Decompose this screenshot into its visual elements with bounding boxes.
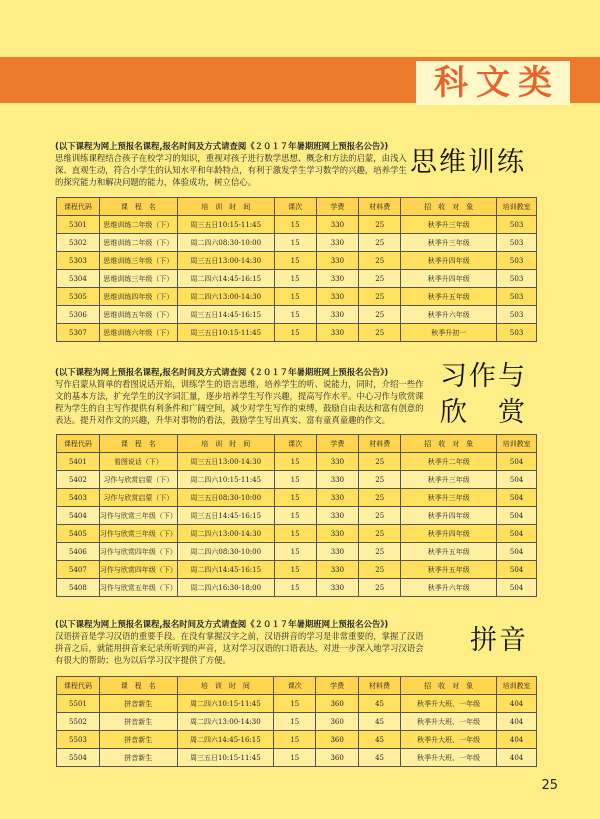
table-cell: 周二四六16:30-18:00 — [177, 579, 274, 597]
table-cell: 秋季升三年级 — [401, 489, 497, 507]
table-cell: 周三五日13:00-14:30 — [177, 252, 274, 270]
table-cell: 504 — [497, 507, 537, 525]
table-cell: 504 — [497, 579, 537, 597]
table-cell: 330 — [316, 252, 359, 270]
table-row — [57, 288, 537, 306]
table-row — [57, 507, 537, 525]
table-cell: 15 — [274, 507, 316, 525]
table-cell: 360 — [316, 713, 359, 731]
table-cell: 15 — [274, 306, 316, 324]
table-cell: 503 — [497, 288, 537, 306]
table-cell: 15 — [274, 324, 316, 342]
table-cell: 5402 — [57, 471, 100, 489]
table-row — [57, 695, 537, 713]
table-cell: 周二四六14:45-16:15 — [177, 731, 274, 749]
table-cell: 5307 — [57, 324, 100, 342]
table-cell: 习作与欣赏五年级（下） — [99, 579, 177, 597]
table-cell: 330 — [316, 525, 359, 543]
table-cell: 周二四六14:45-16:15 — [177, 270, 274, 288]
table-cell: 45 — [358, 713, 400, 731]
notice-text: (以下课程为网上预报名课程,报名时间及方式请查阅《２０１７年暑期班网上预报名公告》) — [55, 141, 389, 151]
table-cell: 5405 — [57, 525, 100, 543]
column-header: 课程代码 — [57, 677, 100, 695]
table-cell: 25 — [359, 543, 401, 561]
table-cell: 330 — [316, 234, 359, 252]
section-intro-writing — [55, 366, 425, 426]
table-cell: 习作与欣赏三年级（下） — [99, 507, 177, 525]
table-cell: 15 — [274, 288, 316, 306]
table-cell: 周三五日08:30-10:00 — [177, 489, 274, 507]
table-cell: 秋季升四年级 — [401, 507, 497, 525]
table-row — [57, 306, 537, 324]
table-cell: 25 — [359, 525, 401, 543]
table-cell: 404 — [497, 749, 537, 767]
table-cell: 拼音新生 — [99, 695, 177, 713]
table-cell: 5302 — [57, 234, 100, 252]
table-row — [57, 471, 537, 489]
column-header: 学费 — [316, 435, 359, 453]
table-row — [57, 324, 537, 342]
column-header: 培训教室 — [497, 677, 537, 695]
column-header: 课程代码 — [57, 435, 100, 453]
table-cell: 25 — [359, 288, 401, 306]
table-cell: 503 — [497, 216, 537, 234]
table-cell: 330 — [316, 507, 359, 525]
table-cell: 思维训练三年级（下） — [99, 252, 177, 270]
column-header: 培 训 时 间 — [177, 677, 274, 695]
table-cell: 秋季升大班、一年级 — [401, 749, 497, 767]
table-cell: 5303 — [57, 252, 100, 270]
table-cell: 5403 — [57, 489, 100, 507]
table-cell: 周二四六13:00-14:30 — [177, 525, 274, 543]
table-cell: 周二四六08:30-10:00 — [177, 234, 274, 252]
table-cell: 25 — [359, 489, 401, 507]
table-cell: 330 — [316, 579, 359, 597]
table-cell: 25 — [359, 216, 401, 234]
table-cell: 5404 — [57, 507, 100, 525]
table-cell: 330 — [316, 288, 359, 306]
column-header: 课 程 名 — [99, 198, 177, 216]
column-header: 培 训 时 间 — [177, 198, 274, 216]
table-cell: 秋季升二年级 — [401, 453, 497, 471]
table-row — [57, 543, 537, 561]
table-cell: 15 — [274, 252, 316, 270]
table-cell: 330 — [316, 453, 359, 471]
column-header: 招 收 对 象 — [401, 435, 497, 453]
column-header: 课 程 名 — [99, 677, 177, 695]
course-table-writing — [56, 434, 537, 597]
table-cell: 秋季升三年级 — [401, 234, 497, 252]
table-cell: 330 — [316, 270, 359, 288]
table-cell: 25 — [359, 507, 401, 525]
table-cell: 45 — [358, 731, 400, 749]
table-cell: 25 — [359, 579, 401, 597]
table-cell: 15 — [274, 216, 316, 234]
table-cell: 周二四六14:45-16:15 — [177, 561, 274, 579]
table-cell: 拼音新生 — [99, 731, 177, 749]
table-cell: 周三五日14:45-16:15 — [177, 507, 274, 525]
course-table-thinking — [56, 197, 537, 342]
section-title-writing-line1: 习作与 — [440, 361, 527, 392]
column-header: 课程代码 — [57, 198, 100, 216]
table-cell: 15 — [274, 579, 316, 597]
table-cell: 15 — [274, 453, 316, 471]
table-cell: 330 — [316, 489, 359, 507]
table-cell: 秋季升四年级 — [401, 252, 497, 270]
section-intro-thinking — [55, 140, 410, 188]
table-cell: 15 — [274, 489, 316, 507]
table-cell: 15 — [274, 471, 316, 489]
table-cell: 404 — [497, 713, 537, 731]
column-header: 招 收 对 象 — [401, 677, 497, 695]
table-cell: 周三五日14:45-16:15 — [177, 306, 274, 324]
table-row — [57, 489, 537, 507]
table-cell: 思维训练三年级（下） — [99, 270, 177, 288]
column-header: 材料费 — [359, 198, 401, 216]
table-cell: 360 — [316, 749, 359, 767]
table-row — [57, 713, 537, 731]
table-cell: 秋季升六年级 — [401, 579, 497, 597]
notice-text: (以下课程为网上预报名课程,报名时间及方式请查阅《２０１７年暑期班网上预报名公告》) — [55, 367, 389, 377]
table-cell: 周三五日10:15-11:45 — [177, 324, 274, 342]
description-text: 思维训练课程结合孩子在校学习的知识，重视对孩子进行数学思想、概念和方法的启蒙，由浅入深、直观生动，符合小学生的认知水平和年龄特点，有利于激发学生学习数学的兴趣，培养学生的探究能力和解决问题的能力，体验成功，树立信心。 — [55, 153, 407, 187]
table-cell: 秋季升五年级 — [401, 288, 497, 306]
table-cell: 15 — [274, 713, 316, 731]
section-title-pinyin: 拼音 — [470, 625, 528, 656]
description-text: 写作启蒙从简单的看图说话开始，训练学生的语言思维，培养学生的听、说能力，同时，介绍一些作文的基本方法，扩充学生的汉字词汇量，逐步培养学生写作兴趣，提高写作水平。中心习作与欣赏课程为学生的自主写作提供有利条件和广阔空间，减少对学生写作的束缚，鼓励自由表达和富有创意的表达。提升对作文的兴趣，升华对事物的看法，鼓励学生写出真实、富有童真童趣的作文。 — [55, 379, 424, 425]
table-cell: 周三五日13:00-14:30 — [177, 453, 274, 471]
table-cell: 5408 — [57, 579, 100, 597]
column-header: 招 收 对 象 — [401, 198, 497, 216]
table-cell: 周二四六08:30-10:00 — [177, 543, 274, 561]
table-cell: 秋季升四年级 — [401, 525, 497, 543]
table-cell: 秋季升四年级 — [401, 270, 497, 288]
table-cell: 5502 — [57, 713, 100, 731]
table-cell: 习作与欣赏启蒙（下） — [99, 471, 177, 489]
section-title-thinking: 思维训练 — [410, 147, 526, 178]
notice-text: (以下课程为网上预报名课程,报名时间及方式请查阅《２０１７年暑期班网上预报名公告》) — [55, 619, 389, 629]
table-row — [57, 731, 537, 749]
table-cell: 思维训练二年级（下） — [99, 234, 177, 252]
table-row — [57, 252, 537, 270]
table-cell: 秋季升三年级 — [401, 471, 497, 489]
column-header: 课次 — [274, 677, 316, 695]
table-cell: 330 — [316, 471, 359, 489]
table-row — [57, 453, 537, 471]
table-cell: 360 — [316, 731, 359, 749]
table-cell: 拼音新生 — [99, 713, 177, 731]
table-cell: 秋季升大班、一年级 — [401, 731, 497, 749]
table-cell: 404 — [497, 695, 537, 713]
table-cell: 看图说话（下） — [99, 453, 177, 471]
table-cell: 周三五日10:15-11:45 — [177, 216, 274, 234]
table-cell: 504 — [497, 489, 537, 507]
table-cell: 504 — [497, 561, 537, 579]
table-row — [57, 234, 537, 252]
table-cell: 330 — [316, 216, 359, 234]
table-cell: 15 — [274, 561, 316, 579]
table-cell: 15 — [274, 731, 316, 749]
table-row — [57, 579, 537, 597]
table-cell: 503 — [497, 270, 537, 288]
column-header: 材料费 — [359, 435, 401, 453]
table-cell: 习作与欣赏三年级（下） — [99, 525, 177, 543]
table-cell: 25 — [359, 471, 401, 489]
column-header: 课次 — [274, 435, 316, 453]
table-cell: 5306 — [57, 306, 100, 324]
page-number: 25 — [541, 778, 558, 793]
table-cell: 5407 — [57, 561, 100, 579]
table-cell: 330 — [316, 306, 359, 324]
table-cell: 25 — [359, 234, 401, 252]
table-cell: 25 — [359, 252, 401, 270]
table-cell: 5304 — [57, 270, 100, 288]
table-cell: 秋季升五年级 — [401, 543, 497, 561]
table-cell: 5406 — [57, 543, 100, 561]
table-cell: 330 — [316, 543, 359, 561]
table-cell: 503 — [497, 306, 537, 324]
table-cell: 秋季升三年级 — [401, 216, 497, 234]
table-cell: 45 — [358, 749, 400, 767]
table-cell: 25 — [359, 453, 401, 471]
table-cell: 15 — [274, 270, 316, 288]
table-cell: 25 — [359, 324, 401, 342]
table-cell: 习作与欣赏四年级（下） — [99, 561, 177, 579]
column-header: 培训教室 — [497, 435, 537, 453]
table-cell: 15 — [274, 695, 316, 713]
table-row — [57, 749, 537, 767]
table-cell: 秋季升大班、一年级 — [401, 713, 497, 731]
column-header: 培训教室 — [497, 198, 537, 216]
course-table-pinyin — [56, 676, 537, 767]
table-row — [57, 561, 537, 579]
table-cell: 504 — [497, 543, 537, 561]
table-cell: 拼音新生 — [99, 749, 177, 767]
table-cell: 5501 — [57, 695, 100, 713]
section-intro-pinyin — [55, 618, 430, 666]
table-cell: 周二四六10:15-11:45 — [177, 471, 274, 489]
table-cell: 504 — [497, 525, 537, 543]
table-row — [57, 216, 537, 234]
table-cell: 15 — [274, 749, 316, 767]
table-row — [57, 270, 537, 288]
table-cell: 15 — [274, 543, 316, 561]
table-cell: 秋季升五年级 — [401, 561, 497, 579]
table-row — [57, 525, 537, 543]
table-cell: 周二四六13:00-14:30 — [177, 713, 274, 731]
table-cell: 330 — [316, 324, 359, 342]
table-cell: 周二四六10:15-11:45 — [177, 695, 274, 713]
column-header: 课次 — [274, 198, 316, 216]
table-cell: 25 — [359, 561, 401, 579]
table-cell: 330 — [316, 561, 359, 579]
table-cell: 5305 — [57, 288, 100, 306]
table-cell: 25 — [359, 306, 401, 324]
table-cell: 秋季升六年级 — [401, 306, 497, 324]
column-header: 材料费 — [358, 677, 400, 695]
table-cell: 周三五日10:15-11:45 — [177, 749, 274, 767]
column-header: 培 训 时 间 — [177, 435, 274, 453]
table-cell: 15 — [274, 525, 316, 543]
table-cell: 503 — [497, 234, 537, 252]
table-cell: 45 — [358, 695, 400, 713]
table-cell: 秋季升大班、一年级 — [401, 695, 497, 713]
table-cell: 503 — [497, 252, 537, 270]
table-cell: 503 — [497, 324, 537, 342]
table-cell: 5503 — [57, 731, 100, 749]
table-cell: 5301 — [57, 216, 100, 234]
table-cell: 5504 — [57, 749, 100, 767]
table-cell: 思维训练二年级（下） — [99, 216, 177, 234]
table-cell: 习作与欣赏启蒙（下） — [99, 489, 177, 507]
table-cell: 周二四六13:00-14:30 — [177, 288, 274, 306]
column-header: 学费 — [316, 198, 359, 216]
table-cell: 思维训练四年级（下） — [99, 288, 177, 306]
table-cell: 习作与欣赏四年级（下） — [99, 543, 177, 561]
description-text: 汉语拼音是学习汉语的重要手段。在没有掌握汉字之前，汉语拼音的学习是非常重要的，掌握了汉语拼音之后，就能用拼音来记录所听到的声音，这对学习汉语的口语表达，对进一步深入地学习汉语会有很大的帮助；也为以后学习汉字提供了方便。 — [55, 631, 424, 665]
table-cell: 504 — [497, 453, 537, 471]
table-cell: 秋季升初一 — [401, 324, 497, 342]
table-cell: 25 — [359, 270, 401, 288]
table-cell: 360 — [316, 695, 359, 713]
table-cell: 404 — [497, 731, 537, 749]
category-title: 科文类 — [416, 61, 570, 105]
section-title-writing-line2: 欣 赏 — [440, 397, 527, 428]
table-cell: 思维训练六年级（下） — [99, 324, 177, 342]
table-cell: 504 — [497, 471, 537, 489]
column-header: 课 程 名 — [99, 435, 177, 453]
table-cell: 思维训练五年级（下） — [99, 306, 177, 324]
column-header: 学费 — [316, 677, 359, 695]
table-cell: 15 — [274, 234, 316, 252]
table-cell: 5401 — [57, 453, 100, 471]
